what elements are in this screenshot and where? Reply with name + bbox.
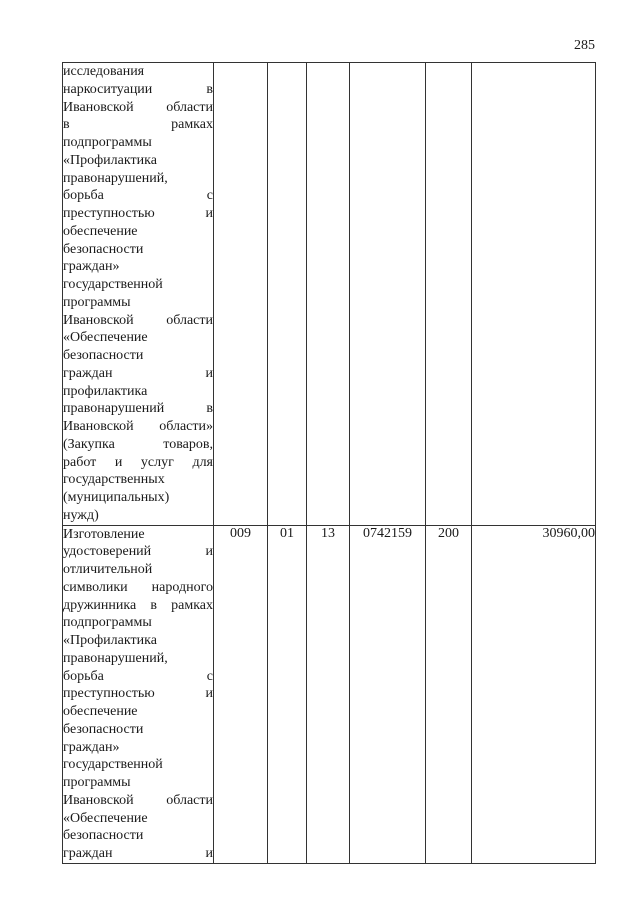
description-line: граждан и xyxy=(63,846,213,861)
description-line: государственной xyxy=(63,757,163,773)
description-line: безопасности xyxy=(63,828,144,844)
description-line: нужд) xyxy=(63,507,99,523)
description-line: работ и услуг для xyxy=(63,454,213,470)
ministry-code-cell xyxy=(214,63,268,526)
description-line: программы xyxy=(63,775,131,790)
description-line: Ивановской области xyxy=(63,99,213,115)
description-line: обеспечение xyxy=(63,223,138,239)
amount-cell xyxy=(472,63,596,526)
description-line: «Обеспечение xyxy=(63,330,148,346)
description-cell xyxy=(63,63,214,526)
description-line: правонарушений, xyxy=(63,650,168,666)
description-line: «Обеспечение xyxy=(63,810,148,826)
section-code-cell: 01 xyxy=(268,525,307,863)
description-line: граждан и xyxy=(63,365,213,381)
expense-type-cell xyxy=(426,63,472,526)
description-line: в рамках xyxy=(63,117,213,133)
description-line: Ивановской области» xyxy=(63,419,213,434)
expense-type-cell: 200 xyxy=(426,525,472,863)
description-line: подпрограммы xyxy=(63,135,152,150)
description-line: (Закупка товаров, xyxy=(63,436,213,452)
description-line: безопасности xyxy=(63,721,144,737)
description-line: исследования xyxy=(63,64,145,79)
page-number: 285 xyxy=(574,38,595,53)
description-line: программы xyxy=(63,294,131,310)
description-line: Ивановской области xyxy=(63,792,213,808)
section-code-cell xyxy=(268,63,307,526)
description-line: подпрограммы xyxy=(63,615,152,631)
description-cell xyxy=(63,525,214,863)
description-line: борьба с xyxy=(63,188,213,204)
description-line: дружинника в рамках xyxy=(63,597,213,613)
subsection-code-cell xyxy=(307,63,350,526)
description-line: граждан» xyxy=(63,739,120,755)
description-line: отличительной xyxy=(63,562,153,577)
budget-table xyxy=(62,62,596,864)
description-line: государственной xyxy=(63,277,163,292)
description-line: наркоситуации в xyxy=(63,81,213,97)
target-article-cell xyxy=(350,63,426,526)
description-line: граждан» xyxy=(63,259,120,275)
description-line: борьба с xyxy=(63,668,213,684)
amount-cell: 30960,00 xyxy=(472,525,596,863)
description-line: (муниципальных) xyxy=(63,490,170,505)
description-line: правонарушений в xyxy=(63,401,213,417)
description-line: профилактика xyxy=(63,383,148,399)
description-line: Ивановской области xyxy=(63,312,213,328)
target-article-cell: 0742159 xyxy=(350,525,426,863)
description-line: безопасности xyxy=(63,348,144,363)
description-line: символики народного xyxy=(63,579,213,595)
description-line: преступностью и xyxy=(63,206,213,221)
description-line: правонарушений, xyxy=(63,170,168,186)
description-line: удостоверений и xyxy=(63,544,213,560)
description-line: «Профилактика xyxy=(63,633,157,648)
table-row xyxy=(63,525,596,863)
description-line: государственных xyxy=(63,472,165,488)
ministry-code-cell: 009 xyxy=(214,525,268,863)
description-line: Изготовление xyxy=(63,526,145,542)
description-line: обеспечение xyxy=(63,704,138,719)
subsection-code-cell: 13 xyxy=(307,525,350,863)
description-line: безопасности xyxy=(63,241,144,257)
description-line: преступностью и xyxy=(63,686,213,702)
table-row xyxy=(63,63,596,526)
description-line: «Профилактика xyxy=(63,152,157,168)
